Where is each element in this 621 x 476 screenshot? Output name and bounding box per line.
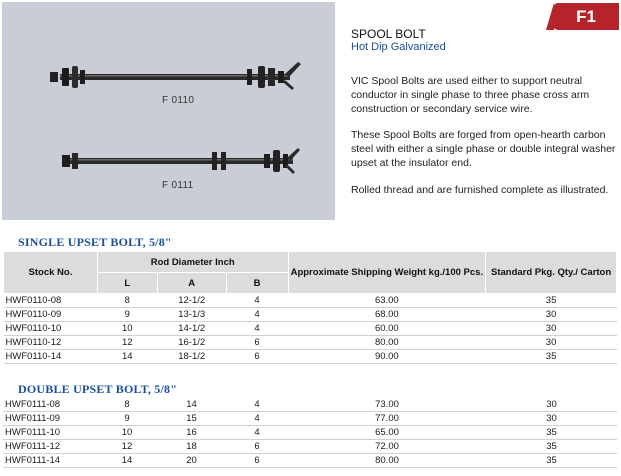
l-cell: 10 xyxy=(97,322,157,336)
weight-cell: 72.00 xyxy=(288,440,486,454)
a-cell: 15 xyxy=(157,412,226,426)
b-cell: 6 xyxy=(226,440,288,454)
b-cell: 6 xyxy=(226,350,288,364)
product-photo xyxy=(2,2,335,220)
stock-no-cell: HWF0111-08 xyxy=(3,398,97,412)
weight-cell: 77.00 xyxy=(288,412,486,426)
a-cell: 16-1/2 xyxy=(157,336,226,350)
description-paragraph-3: Rolled thread and are furnished complete as illustrated. xyxy=(351,184,609,196)
header-standard-pkg: Standard Pkg. Qty./ Carton xyxy=(486,252,617,294)
l-cell: 10 xyxy=(97,426,157,440)
a-cell: 12-1/2 xyxy=(157,294,226,308)
pkg-cell: 35 xyxy=(486,440,617,454)
single-upset-table xyxy=(3,251,617,364)
a-cell: 18 xyxy=(157,440,226,454)
table-row xyxy=(3,454,617,468)
pkg-cell: 30 xyxy=(486,336,617,350)
pkg-cell: 35 xyxy=(486,454,617,468)
a-cell: 14-1/2 xyxy=(157,322,226,336)
table-row xyxy=(3,426,617,440)
pkg-cell: 35 xyxy=(486,426,617,440)
header-shipping-weight: Approximate Shipping Weight kg./100 Pcs. xyxy=(288,252,486,294)
weight-cell: 60.00 xyxy=(288,322,486,336)
description-paragraph-2: These Spool Bolts are forged from open-hearth carbon steel with either a single phase or double integral washer upset at the insulator end. xyxy=(351,129,616,169)
header-l: L xyxy=(97,273,157,294)
pkg-cell: 30 xyxy=(486,322,617,336)
stock-no-cell: HWF0110-12 xyxy=(4,336,98,350)
double-upset-bolt-image xyxy=(62,148,300,174)
double-upset-title: DOUBLE UPSET BOLT, 5/8" xyxy=(18,382,178,396)
weight-cell: 63.00 xyxy=(288,294,486,308)
a-cell: 14 xyxy=(157,398,226,412)
header-rod-diameter: Rod Diameter Inch xyxy=(97,252,288,273)
table-row xyxy=(4,322,617,336)
weight-cell: 80.00 xyxy=(288,336,486,350)
l-cell: 9 xyxy=(97,412,157,426)
table-row xyxy=(3,440,617,454)
double-upset-table xyxy=(3,398,617,468)
stock-no-cell: HWF0111-10 xyxy=(3,426,97,440)
b-cell: 4 xyxy=(226,398,288,412)
table-row xyxy=(4,308,617,322)
b-cell: 6 xyxy=(226,454,288,468)
l-cell: 12 xyxy=(97,440,157,454)
l-cell: 14 xyxy=(97,350,157,364)
b-cell: 4 xyxy=(226,426,288,440)
single-upset-title: SINGLE UPSET BOLT, 5/8" xyxy=(18,235,172,249)
pkg-cell: 35 xyxy=(486,294,617,308)
stock-no-cell: HWF0110-10 xyxy=(4,322,98,336)
table-row xyxy=(3,412,617,426)
product-title: SPOOL BOLT xyxy=(351,27,426,41)
table-row xyxy=(4,350,617,364)
b-cell: 6 xyxy=(226,336,288,350)
weight-cell: 90.00 xyxy=(288,350,486,364)
single-upset-bolt-image xyxy=(50,62,301,90)
l-cell: 12 xyxy=(97,336,157,350)
weight-cell: 73.00 xyxy=(288,398,486,412)
a-cell: 18-1/2 xyxy=(157,350,226,364)
stock-no-cell: HWF0110-08 xyxy=(4,294,98,308)
weight-cell: 68.00 xyxy=(288,308,486,322)
header-b: B xyxy=(226,273,288,294)
product-subtitle: Hot Dip Galvanized xyxy=(351,41,446,53)
header-stock-no: Stock No. xyxy=(4,252,98,294)
l-cell: 9 xyxy=(97,308,157,322)
pkg-cell: 30 xyxy=(486,308,617,322)
a-cell: 16 xyxy=(157,426,226,440)
l-cell: 14 xyxy=(97,454,157,468)
pkg-cell: 30 xyxy=(486,412,617,426)
table-row xyxy=(3,398,617,412)
b-cell: 4 xyxy=(226,294,288,308)
a-cell: 20 xyxy=(157,454,226,468)
header-a: A xyxy=(157,273,226,294)
table-row xyxy=(4,294,617,308)
b-cell: 4 xyxy=(226,308,288,322)
stock-no-cell: HWF0111-14 xyxy=(3,454,97,468)
stock-no-cell: HWF0110-14 xyxy=(4,350,98,364)
weight-cell: 65.00 xyxy=(288,426,486,440)
a-cell: 13-1/3 xyxy=(157,308,226,322)
pkg-cell: 35 xyxy=(486,350,617,364)
table-row xyxy=(4,336,617,350)
photo-label-f0110: F 0110 xyxy=(162,95,195,106)
l-cell: 8 xyxy=(97,294,157,308)
description-paragraph-1: VIC Spool Bolts are used either to support neutral conductor in single phase to three phase cross arm construction or secondary service wire. xyxy=(351,75,590,115)
pkg-cell: 30 xyxy=(486,398,617,412)
section-badge: F1 xyxy=(553,3,619,30)
stock-no-cell: HWF0111-09 xyxy=(3,412,97,426)
stock-no-cell: HWF0110-09 xyxy=(4,308,98,322)
b-cell: 4 xyxy=(226,412,288,426)
weight-cell: 80.00 xyxy=(288,454,486,468)
photo-label-f0111: F 0111 xyxy=(162,180,194,191)
b-cell: 4 xyxy=(226,322,288,336)
l-cell: 8 xyxy=(97,398,157,412)
stock-no-cell: HWF0111-12 xyxy=(3,440,97,454)
